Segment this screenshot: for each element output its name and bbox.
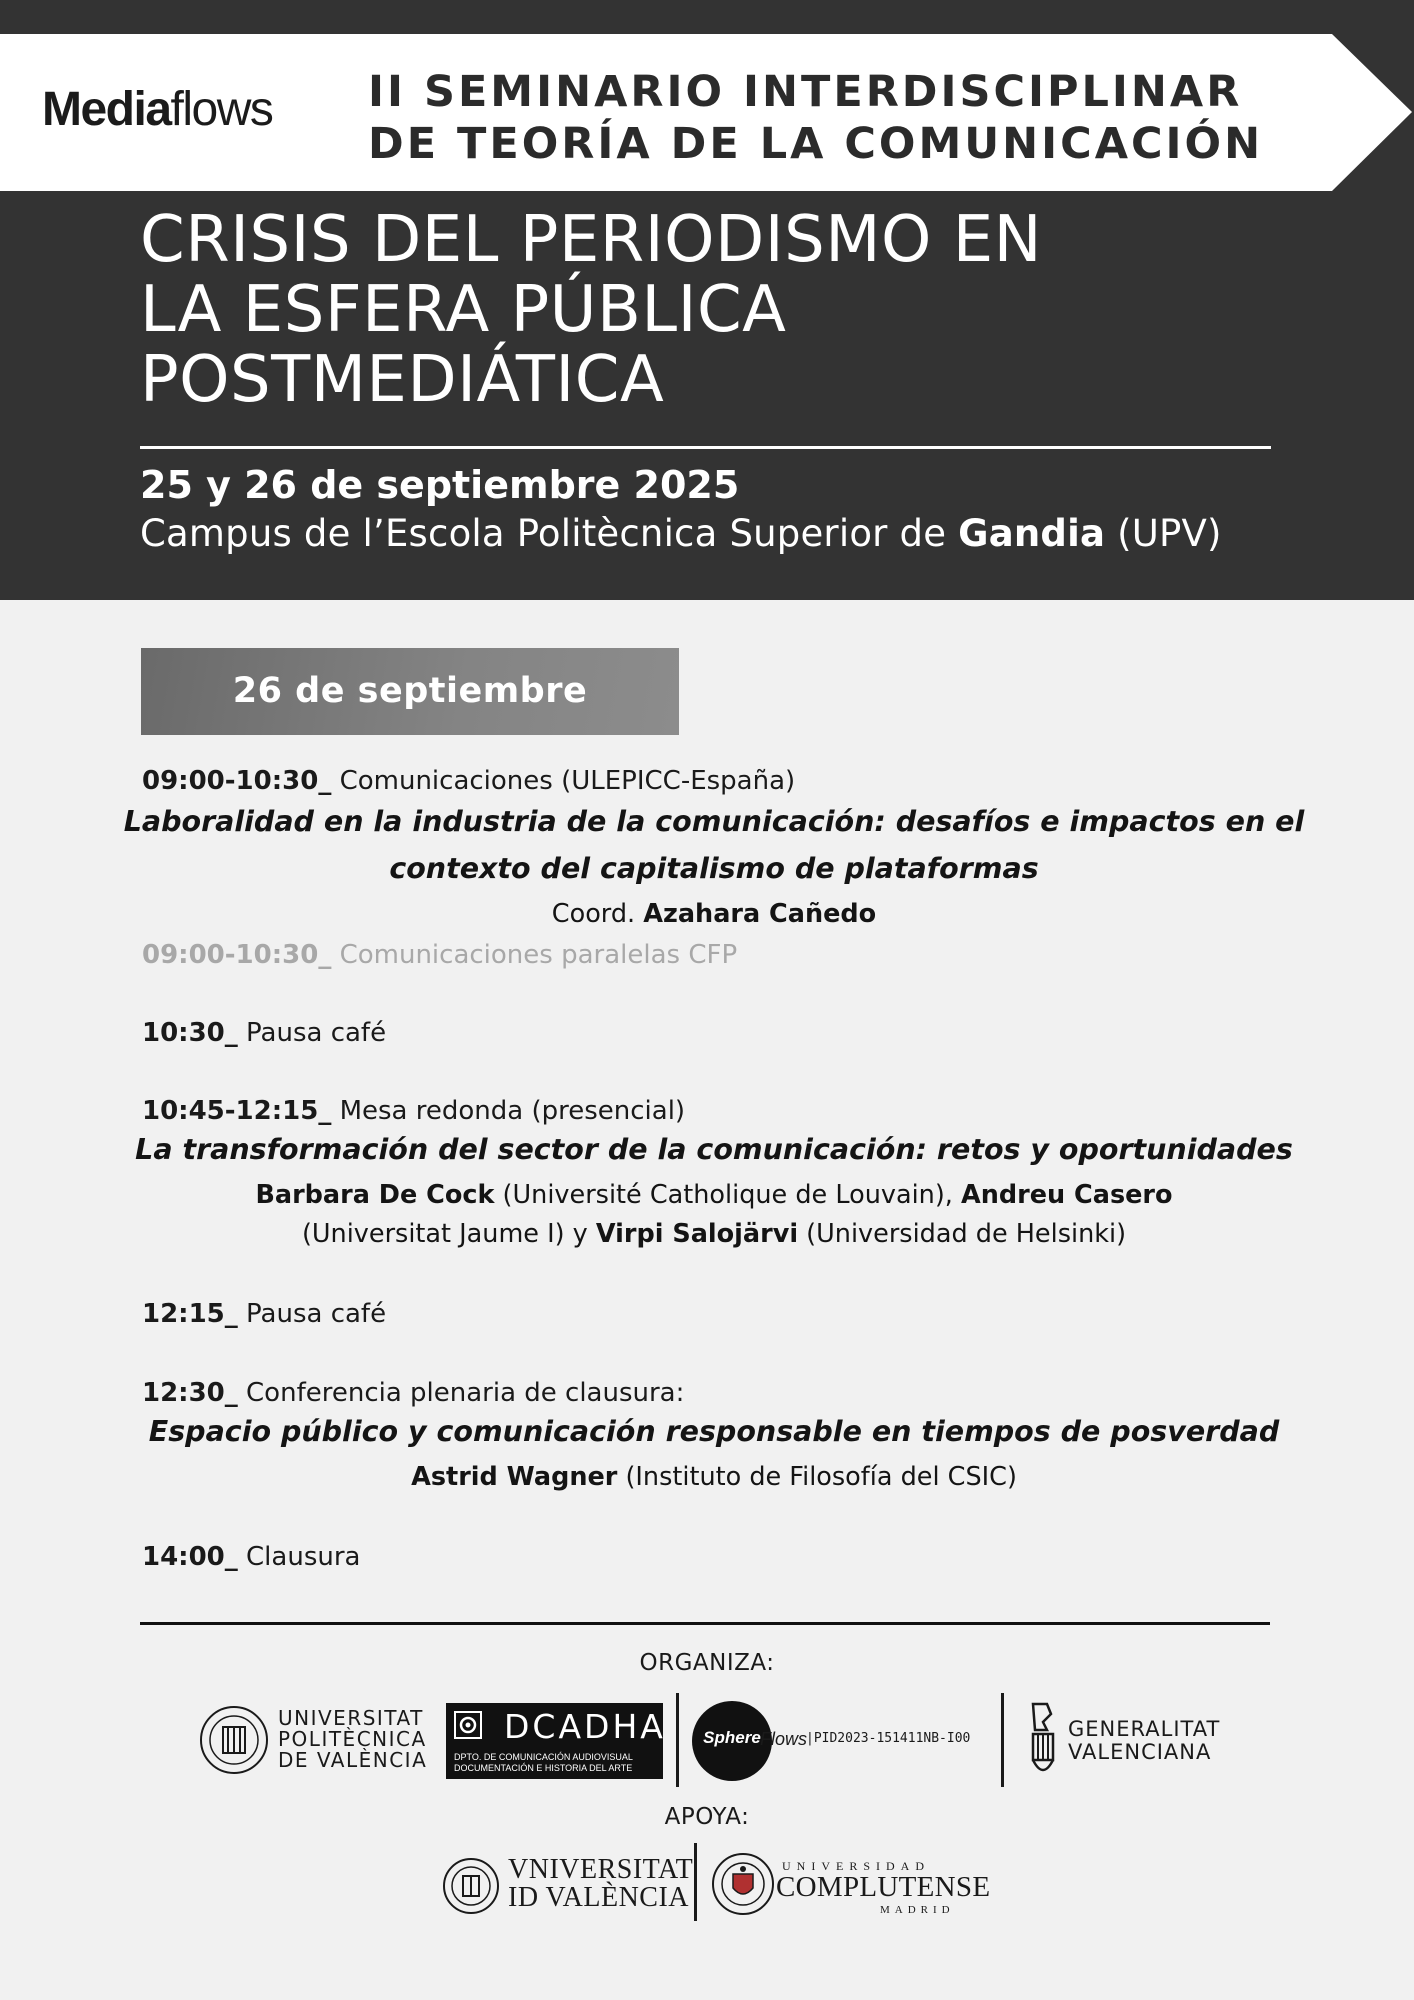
dcadha-eye-icon [454, 1711, 482, 1739]
ucm-seal-icon [711, 1852, 775, 1916]
main-title-line1: CRISIS DEL PERIODISMO EN [140, 203, 1042, 277]
dcadha-logo [446, 1703, 666, 1779]
sphereflows-wordmark: Flows [760, 1729, 808, 1749]
program-item-4-title: La transformación del sector de la comunicación: retos y oportunidades [135, 1133, 1293, 1166]
generalitat-logo: GENERALITAT VALENCIANA [1068, 1717, 1221, 1764]
seminar-title-line2: DE TEORÍA DE LA COMUNICACIÓN [368, 119, 1264, 169]
seminar-title [368, 66, 1263, 170]
main-title-line3: POSTMEDIÁTICA [140, 343, 665, 417]
program-item-6-title: Espacio público y comunicación responsable en tiempos de posverdad [148, 1415, 1280, 1448]
program-item-3: 10:30_ Pausa café [142, 1018, 387, 1048]
program-item-1-header: 09:00-10:30_ Comunicaciones (ULEPICC-España) [142, 766, 796, 796]
dcadha-mark: DCADHA [504, 1707, 666, 1746]
apoya-label: APOYA: [664, 1804, 750, 1830]
program-item-4-panelists-line2: (Universitat Jaume I) y Virpi Salojärvi (Universidad de Helsinki) [301, 1219, 1127, 1249]
uv-logo: VNIVERSITAT ID VALÈNCIA [508, 1854, 694, 1913]
program-item-4-panelists-line1: Barbara De Cock (Université Catholique de Louvain), Andreu Casero [255, 1180, 1173, 1210]
header-divider [140, 446, 1271, 449]
seminar-title-line1: II SEMINARIO INTERDISCIPLINAR [368, 67, 1243, 117]
main-title-line2: LA ESFERA PÚBLICA [140, 273, 787, 347]
logo-separator [676, 1693, 679, 1787]
generalitat-emblem-icon [1025, 1700, 1061, 1784]
program-item-2: 09:00-10:30_ Comunicaciones paralelas CFP [142, 940, 738, 970]
project-code: |PID2023-151411NB-I00 [806, 1731, 971, 1746]
dcadha-subtitle: DPTO. DE COMUNICACIÓN AUDIOVISUAL DOCUMENTACIÓN E HISTORIA DEL ARTE [454, 1752, 633, 1773]
upv-seal-icon [199, 1705, 269, 1775]
mediaflows-logo: Mediaflows [42, 83, 273, 136]
sphereflows-circle-icon: Sphere [692, 1701, 772, 1781]
program-item-1-title-line1: Laboralidad en la industria de la comunicación: desafíos e impactos en el [123, 805, 1305, 838]
logo-separator [694, 1843, 697, 1921]
program-item-6-header: 12:30_ Conferencia plenaria de clausura: [142, 1378, 685, 1408]
organiza-label: ORGANIZA: [639, 1650, 775, 1676]
program-item-5: 12:15_ Pausa café [142, 1299, 387, 1329]
day-label: 26 de septiembre [141, 648, 679, 735]
ucm-bottom-text: MADRID [880, 1904, 955, 1916]
program-item-4-header: 10:45-12:15_ Mesa redonda (presencial) [142, 1096, 686, 1126]
program-item-6-speaker: Astrid Wagner (Instituto de Filosofía del CSIC) [411, 1462, 1017, 1492]
program-item-7: 14:00_ Clausura [142, 1542, 361, 1572]
logo-separator [1001, 1693, 1004, 1787]
event-location: Campus de l’Escola Politècnica Superior de Gandia (UPV) [140, 512, 1222, 555]
main-title [140, 205, 1042, 415]
footer-divider [140, 1622, 1270, 1625]
program-item-1-title-line2: contexto del capitalismo de plataformas [389, 852, 1039, 885]
ucm-wordmark: COMPLUTENSE [776, 1871, 991, 1903]
uv-seal-icon [442, 1857, 500, 1915]
event-dates: 25 y 26 de septiembre 2025 [140, 463, 740, 507]
upv-logo: UNIVERSITAT POLITÈCNICA DE VALÈNCIA [278, 1706, 428, 1772]
ucm-top-text: UNIVERSIDAD [782, 1859, 930, 1873]
program-item-1-coordinator: Coord. Azahara Cañedo [551, 899, 877, 929]
